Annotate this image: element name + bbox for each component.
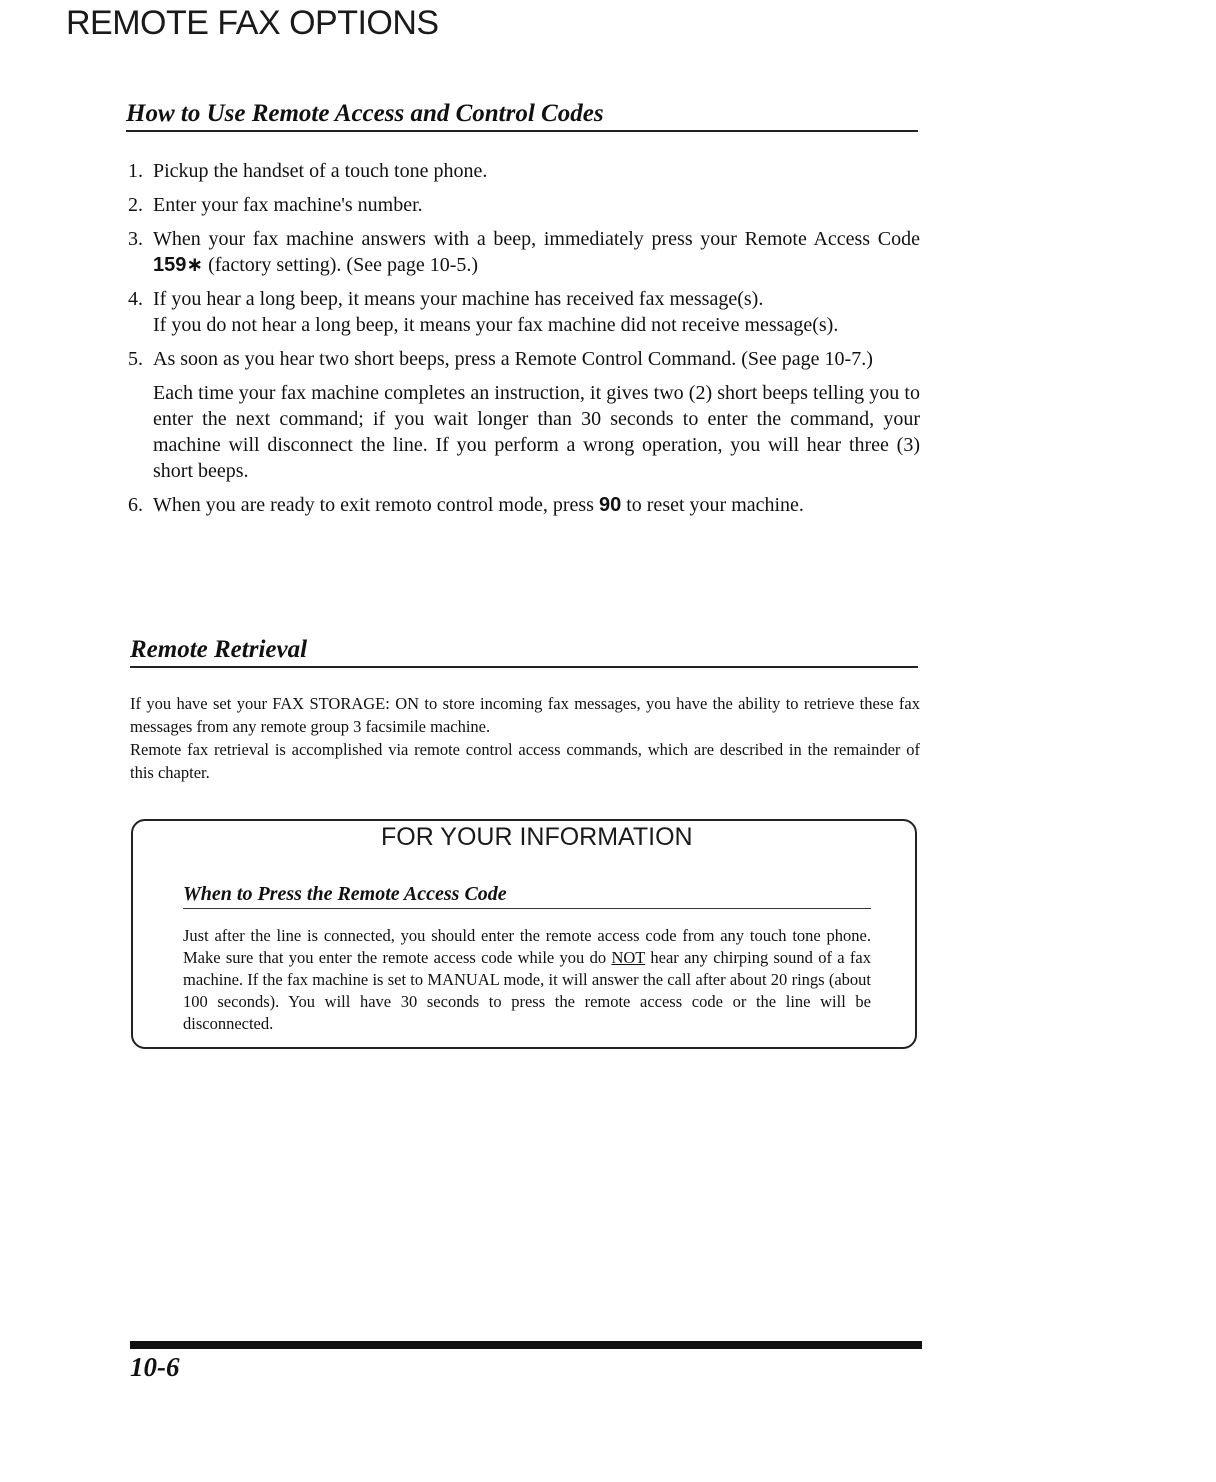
step-text: Enter your fax machine's number. [153, 194, 423, 216]
reset-code: 90 [598, 494, 622, 516]
step-number: 6. [128, 494, 143, 516]
step-number: 1. [128, 160, 143, 182]
step-number: 2. [128, 194, 143, 216]
info-body-before: Just after the line is connected, you should enter the remote access code from any touch tone phone. Make sure that you enter the remote access code while you do [183, 926, 871, 967]
info-box-body [183, 925, 871, 1035]
page-number: 10-6 [130, 1352, 180, 1382]
step-number: 5. [128, 348, 143, 370]
step-text-before: When your fax machine answers with a beep, immediately press your Remote Access Code [153, 228, 920, 250]
step-text [153, 492, 920, 518]
step-text: Pickup the handset of a touch tone phone. [153, 160, 488, 182]
footer-rule [130, 1341, 922, 1349]
step-text-after: to reset your machine. [621, 494, 804, 516]
section-heading-remote-access: How to Use Remote Access and Control Codes [126, 100, 918, 132]
chapter-title: REMOTE FAX OPTIONS [66, 4, 439, 42]
list-item [128, 346, 920, 484]
step-text-continued: Each time your fax machine completes an instruction, it gives two (2) short beeps telling you to enter the next command; if you wait longer than 30 seconds to enter the command, your machine will disconnect the line. If you perform a wrong operation, you will hear three (3) short beeps. [153, 382, 920, 482]
step-text-continued: If you do not hear a long beep, it means your fax machine did not receive message(s). [153, 314, 839, 336]
list-item [128, 492, 920, 518]
info-body-after: hear any chirping sound of a fax machine. If the fax machine is set to MANUAL mode, it will answer the call after about 20 rings (about 100 seconds). You will have 30 seconds to press the remote access code or the line will be disconnected. [183, 948, 872, 1033]
step-text-after: (factory setting). (See page 10-5.) [203, 254, 479, 276]
list-item [128, 286, 920, 338]
info-box-title: FOR YOUR INFORMATION [381, 823, 693, 851]
step-number: 4. [128, 288, 143, 310]
step-text: As soon as you hear two short beeps, press a Remote Control Command. (See page 10-7.) [153, 348, 873, 370]
info-body-emphasis: NOT [611, 948, 646, 967]
list-item [128, 226, 920, 278]
remote-retrieval-text [130, 692, 920, 784]
paragraph: Remote fax retrieval is accomplished via remote control access commands, which are described in the remainder of this chapter. [130, 740, 920, 782]
section-heading-remote-retrieval: Remote Retrieval [130, 636, 918, 668]
list-item [128, 158, 920, 184]
step-text [153, 226, 920, 278]
steps-list [128, 158, 920, 526]
list-item [128, 192, 920, 218]
step-number: 3. [128, 228, 143, 250]
info-box [131, 819, 917, 1049]
step-text: If you hear a long beep, it means your machine has received fax message(s). [153, 288, 764, 310]
paragraph: If you have set your FAX STORAGE: ON to store incoming fax messages, you have the ability to retrieve these fax messages from any remote group 3 facsimile machine. [130, 694, 920, 736]
step-text-before: When you are ready to exit remoto control mode, press [153, 494, 599, 516]
remote-access-code: 159∗ [153, 254, 204, 276]
info-box-heading: When to Press the Remote Access Code [183, 883, 871, 909]
